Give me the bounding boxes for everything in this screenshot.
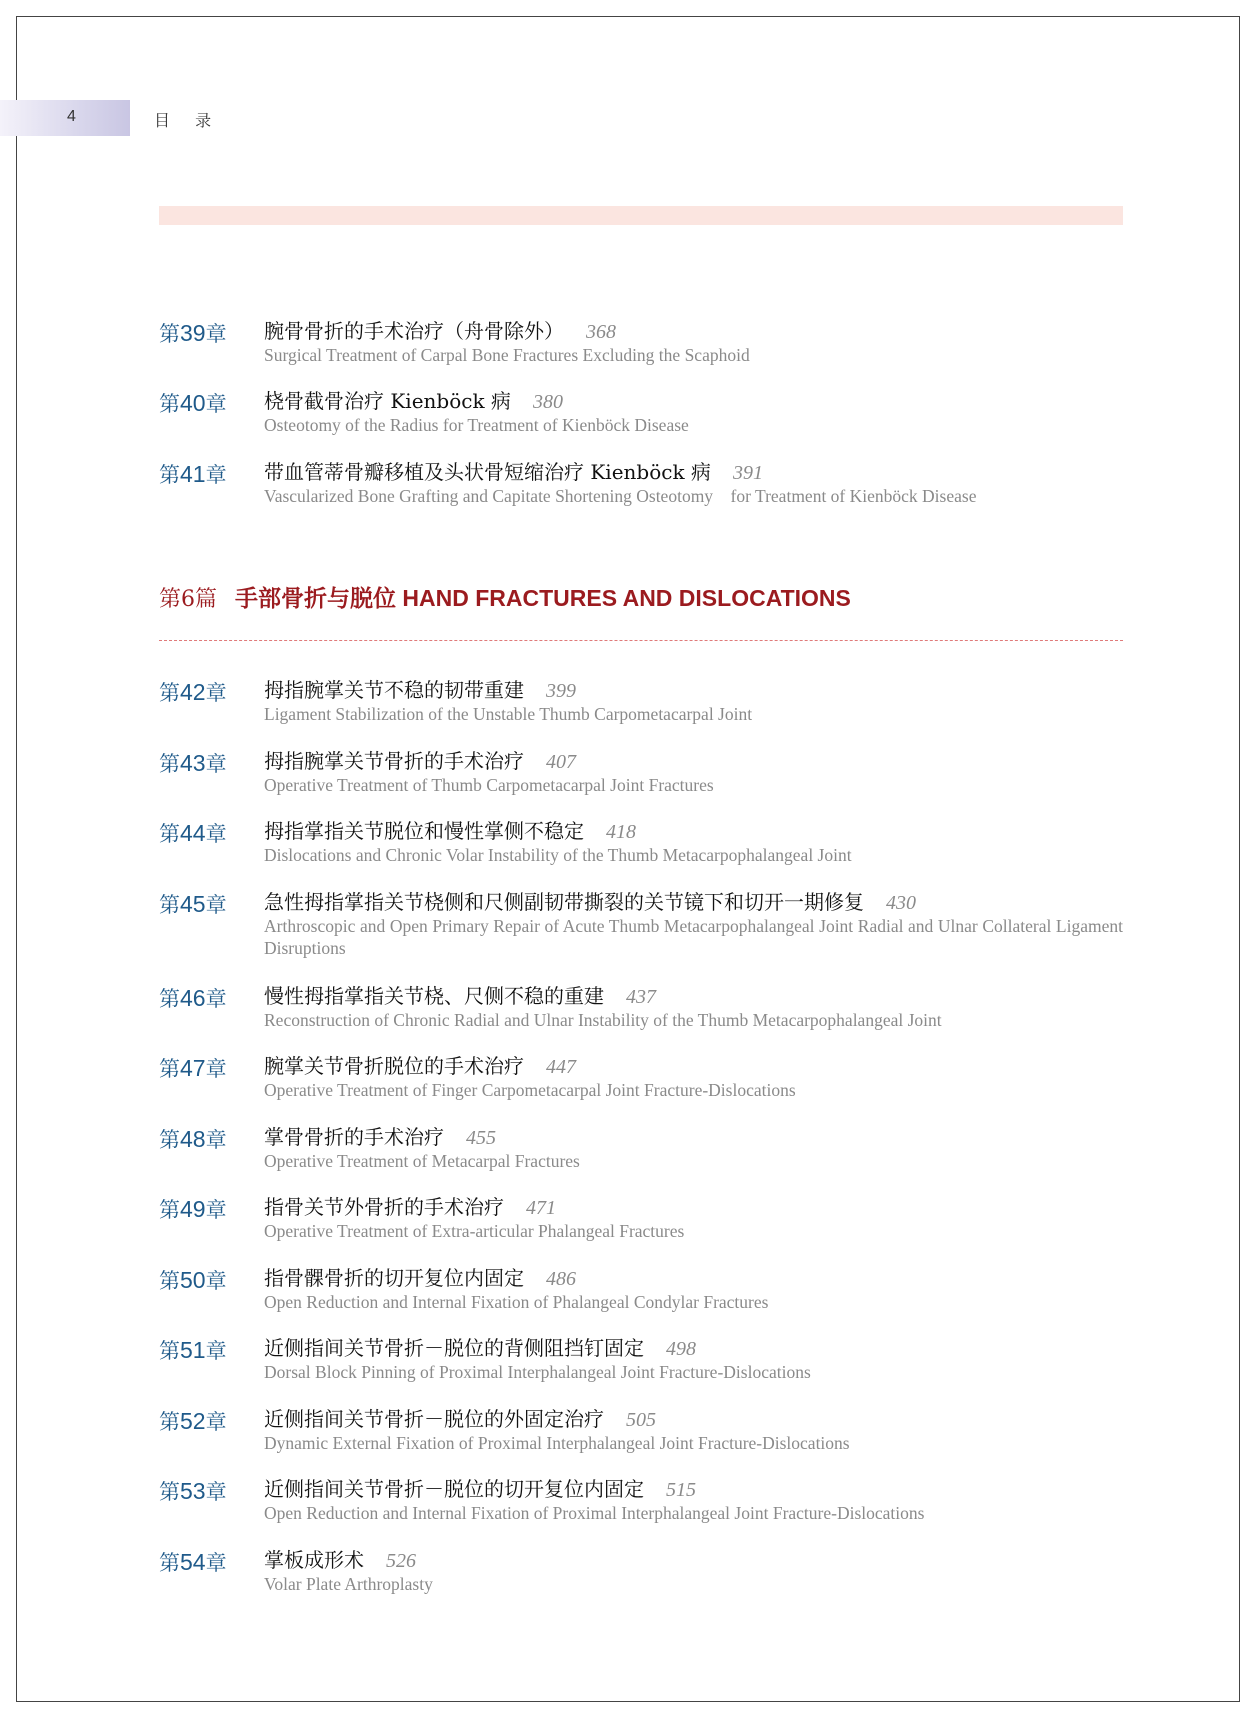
chapter-title-en: Volar Plate Arthroplasty	[264, 1574, 433, 1594]
chapter-title-en: Ligament Stabilization of the Unstable Thumb Carpometacarpal Joint	[264, 704, 753, 724]
page-ref: 418	[606, 821, 636, 843]
chapter-title-en: Operative Treatment of Extra-articular Phalangeal Fractures	[264, 1221, 685, 1241]
chapter-title-en: Operative Treatment of Finger Carpometacarpal Joint Fracture-Dislocations	[264, 1080, 796, 1100]
chapter-title-en: Surgical Treatment of Carpal Bone Fractures Excluding the Scaphoid	[264, 345, 750, 365]
chapter-label: 第41章	[159, 461, 227, 487]
chapter-label: 第51章	[159, 1337, 227, 1363]
chapter-label: 第54章	[159, 1549, 227, 1575]
chapter-title-en: Reconstruction of Chronic Radial and Ulnar Instability of the Thumb Metacarpophalangeal Joint	[264, 1010, 942, 1030]
chapter-title-zh: 腕掌关节骨折脱位的手术治疗	[264, 1054, 524, 1078]
page-ref: 447	[546, 1056, 576, 1078]
page-ref: 505	[626, 1409, 656, 1431]
chapter-title-zh: 掌板成形术	[264, 1548, 364, 1572]
page-ref: 515	[666, 1479, 696, 1501]
chapter-title-zh: 掌骨骨折的手术治疗	[264, 1125, 444, 1149]
page-ref: 380	[532, 391, 563, 413]
section-divider	[159, 640, 1123, 641]
chapter-title-zh: 慢性拇指掌指关节桡、尺侧不稳的重建	[264, 984, 604, 1008]
chapter-label: 第47章	[159, 1055, 227, 1081]
chapter-label: 第44章	[159, 820, 227, 846]
chapter-title-zh: 桡骨截骨治疗 Kienböck 病	[264, 389, 511, 413]
section-title: 手部骨折与脱位 HAND FRACTURES AND DISLOCATIONS	[235, 585, 851, 611]
chapter-title-en: Osteotomy of the Radius for Treatment of Kienböck Disease	[264, 415, 689, 435]
chapter-label: 第40章	[159, 390, 227, 416]
page-ref: 455	[466, 1127, 496, 1149]
chapter-title-zh: 指骨关节外骨折的手术治疗	[264, 1195, 504, 1219]
chapter-title-zh: 近侧指间关节骨折－脱位的背侧阻挡钉固定	[264, 1336, 644, 1360]
page-ref: 437	[626, 986, 656, 1008]
chapter-title-zh: 近侧指间关节骨折－脱位的切开复位内固定	[264, 1477, 644, 1501]
page-ref: 486	[546, 1268, 576, 1290]
chapter-label: 第50章	[159, 1267, 227, 1293]
page-ref: 407	[546, 751, 576, 773]
chapter-label: 第42章	[159, 679, 227, 705]
section-heading[interactable]	[159, 580, 851, 613]
decorative-band	[159, 206, 1123, 225]
page-number: 4	[67, 108, 76, 125]
chapter-title-en: Arthroscopic and Open Primary Repair of Acute Thumb Metacarpophalangeal Joint Radial and Ulnar Collateral Ligament Disruptions	[264, 916, 1123, 958]
page-ref: 526	[386, 1550, 416, 1572]
page-ref: 368	[586, 321, 616, 343]
page-ref: 430	[886, 892, 916, 914]
chapter-title-en: Operative Treatment of Thumb Carpometacarpal Joint Fractures	[264, 775, 714, 795]
page-ref: 399	[546, 680, 576, 702]
chapter-title-en: Dynamic External Fixation of Proximal Interphalangeal Joint Fracture-Dislocations	[264, 1433, 850, 1453]
chapter-label: 第49章	[159, 1196, 227, 1222]
chapter-title-en: Dislocations and Chronic Volar Instability of the Thumb Metacarpophalangeal Joint	[264, 845, 852, 865]
chapter-label: 第53章	[159, 1478, 227, 1504]
chapter-label: 第46章	[159, 985, 227, 1011]
chapter-label: 第43章	[159, 750, 227, 776]
chapter-title-en: Dorsal Block Pinning of Proximal Interphalangeal Joint Fracture-Dislocations	[264, 1362, 811, 1382]
page-ref: 498	[666, 1338, 696, 1360]
chapter-title-zh: 腕骨骨折的手术治疗（舟骨除外）	[264, 319, 564, 343]
chapter-title-en: Operative Treatment of Metacarpal Fractures	[264, 1151, 580, 1171]
chapter-label: 第45章	[159, 891, 227, 917]
chapter-title-en: Open Reduction and Internal Fixation of Phalangeal Condylar Fractures	[264, 1292, 769, 1312]
page-number-tab	[0, 100, 130, 136]
chapter-title-zh: 拇指掌指关节脱位和慢性掌侧不稳定	[264, 819, 584, 843]
chapter-title-en: Open Reduction and Internal Fixation of Proximal Interphalangeal Joint Fracture-Dislocations	[264, 1503, 925, 1523]
chapter-title-zh: 近侧指间关节骨折－脱位的外固定治疗	[264, 1407, 604, 1431]
chapter-title-en: Vascularized Bone Grafting and Capitate Shortening Osteotomy for Treatment of Kienböck Disease	[264, 486, 977, 506]
chapter-title-zh: 拇指腕掌关节不稳的韧带重建	[264, 678, 524, 702]
chapter-title-zh: 带血管蒂骨瓣移植及头状骨短缩治疗 Kienböck 病	[264, 460, 711, 484]
chapter-title-zh: 指骨髁骨折的切开复位内固定	[264, 1266, 524, 1290]
chapter-label: 第48章	[159, 1126, 227, 1152]
page-ref: 391	[732, 462, 763, 484]
chapter-label: 第52章	[159, 1408, 227, 1434]
chapter-title-zh: 急性拇指掌指关节桡侧和尺侧副韧带撕裂的关节镜下和切开一期修复	[264, 890, 864, 914]
running-header-title: 目 录	[154, 111, 222, 130]
chapter-title-zh: 拇指腕掌关节骨折的手术治疗	[264, 749, 524, 773]
chapter-label: 第39章	[159, 320, 227, 346]
page-ref: 471	[526, 1197, 556, 1219]
section-label: 第6篇	[159, 587, 217, 612]
